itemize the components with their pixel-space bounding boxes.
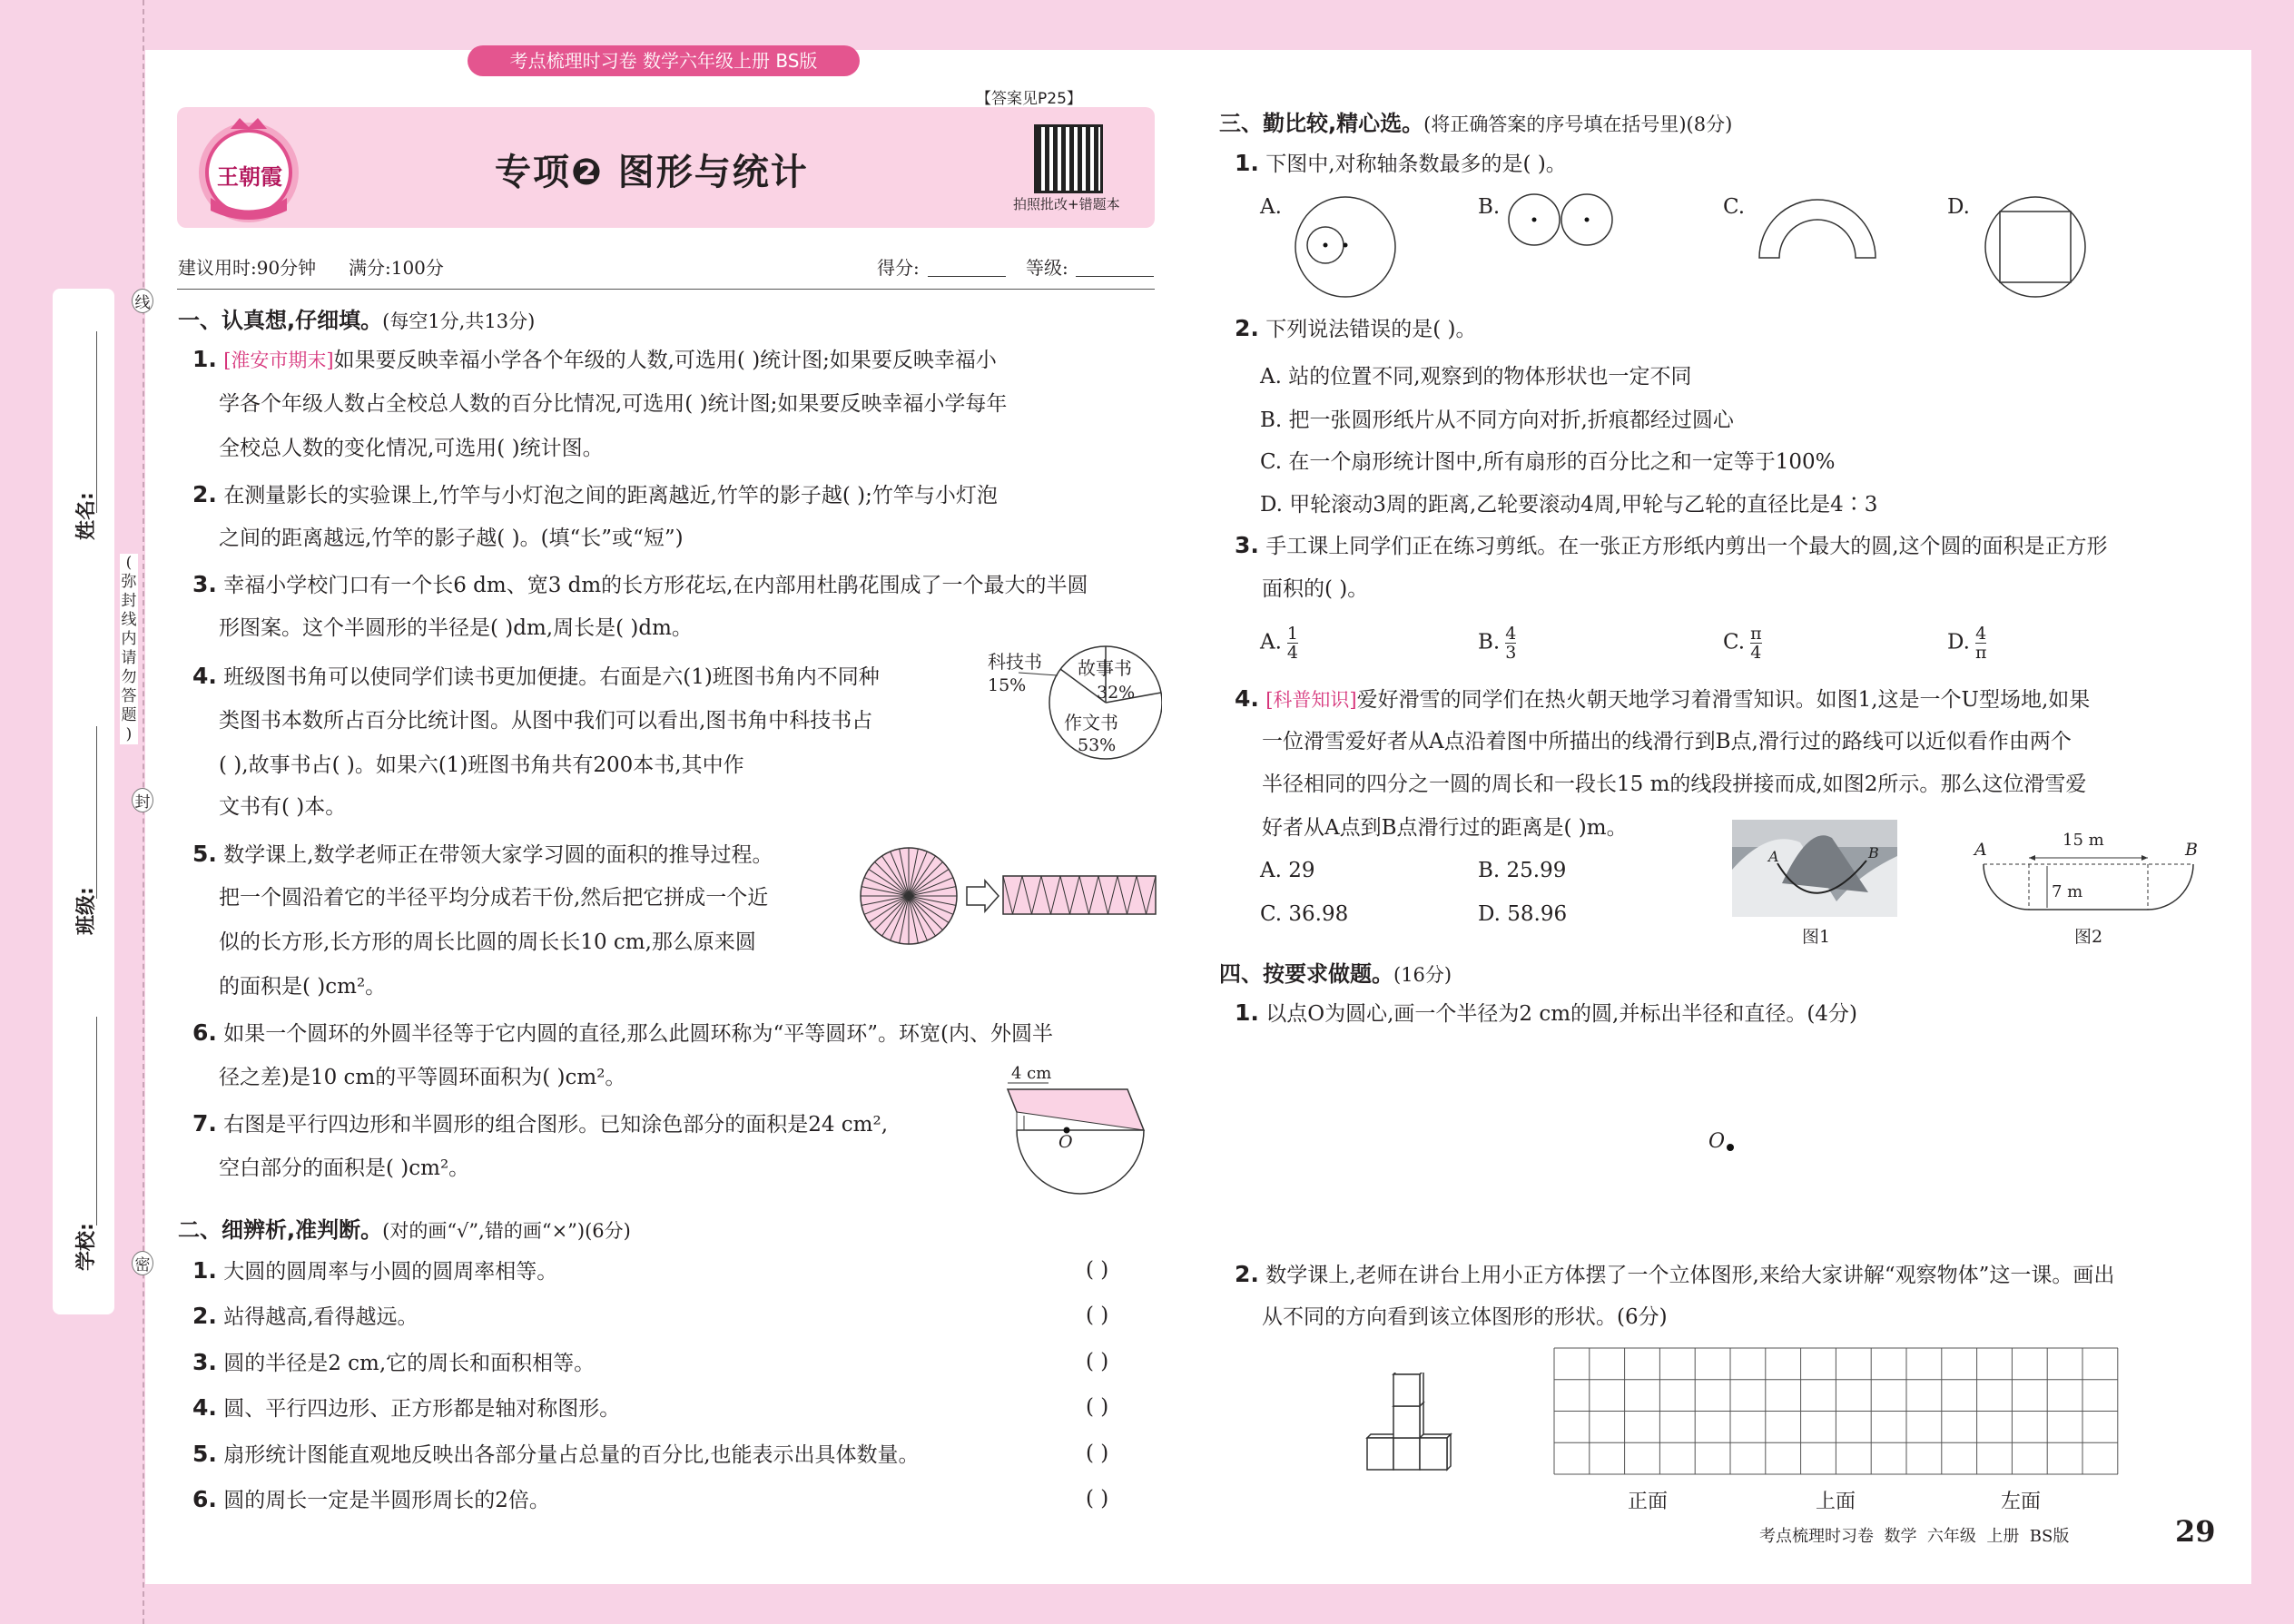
cube-solid-figure [1360, 1373, 1473, 1486]
s3-q4-line3: 半径相同的四分之一圆的周长和一段长15 m的线段拼接而成,如图2所示。那么这位滑雪爱 [1262, 773, 2087, 796]
pie-label-sci: 科技书 [988, 651, 1042, 673]
brand-logo [192, 109, 306, 225]
fig7-dim: 4 cm [1011, 1064, 1052, 1083]
s1-q3-line2: 形图案。这个半圆形的半径是( )dm,周长是( )dm。 [219, 616, 693, 640]
drawing-grid[interactable] [1553, 1347, 2119, 1475]
page-title: 专项❷ 图形与统计 [495, 152, 809, 193]
s1-q4-line4: 文书有( )本。 [219, 795, 347, 819]
time-info: 建议用时:90分钟 [178, 257, 317, 279]
s1-q5-line4: 的面积是( )cm²。 [219, 975, 387, 999]
s3-q2-opt-b[interactable]: B. 把一张圆形纸片从不同方向对折,折痕都经过圆心 [1260, 408, 1734, 432]
s2-item-2: 2. 站得越高,看得越远。 [192, 1303, 418, 1329]
s3-q2-opt-a[interactable]: A. 站的位置不同,观察到的物体形状也一定不同 [1260, 365, 1692, 389]
point-o-dot[interactable] [1727, 1144, 1734, 1151]
binding-strip [53, 289, 114, 1314]
section-1-title: 一、认真想,仔细填。(每空1分,共13分) [178, 308, 536, 333]
svg-text:B: B [1868, 844, 1879, 861]
s3-q4-opt-d[interactable]: D. 58.96 [1478, 902, 1568, 926]
s2-item-1: 1. 大圆的圆周率与小圆的圆周率相等。 [192, 1257, 558, 1284]
u-track-diagram [1979, 853, 2197, 926]
s1-q5-line1: 5. 数学课上,数学老师正在带领大家学习圆的面积的推导过程。 [192, 841, 773, 867]
answer-ref: 【答案见P25】 [976, 90, 1082, 108]
s3-q4-opt-a[interactable]: A. 29 [1260, 859, 1315, 882]
circle-sectors-figure [858, 846, 1157, 946]
s3-q4-line2: 一位滑雪爱好者从A点沿着图中所描出的线滑行到B点,滑行过的路线可以近似看作由两个 [1262, 730, 2072, 753]
view-top-label: 上面 [1816, 1491, 1856, 1513]
s3-q1-opt-b[interactable]: B. [1478, 195, 1501, 219]
s2-item-6: 6. 圆的周长一定是半圆形周长的2倍。 [192, 1486, 550, 1512]
s2-answer-1[interactable]: ( ) [1086, 1258, 1109, 1282]
s3-q1-opt-d[interactable]: D. [1947, 195, 1970, 219]
s1-q1-line3: 全校总人数的变化情况,可选用( )统计图。 [219, 437, 604, 460]
binding-name-label: 姓名: [75, 492, 98, 540]
s1-q4-line3: ( ),故事书占( )。如果六(1)班图书角共有200本书,其中作 [219, 753, 744, 777]
s2-answer-5[interactable]: ( ) [1086, 1442, 1109, 1465]
qr-caption: 拍照批改+错题本 [1013, 196, 1120, 212]
binding-class-label: 班级: [75, 887, 98, 935]
grade-label: 等级: [1026, 257, 1068, 279]
svg-text:A: A [1768, 848, 1779, 865]
s1-q6-line1: 6. 如果一个圆环的外圆半径等于它内圆的直径,那么此圆环称为“平等圆环”。环宽(内、外圆半 [192, 1019, 1054, 1046]
s2-item-3: 3. 圆的半径是2 cm,它的周长和面积相等。 [192, 1349, 596, 1375]
s4-q2-line1: 2. 数学课上,老师在讲台上用小正方体摆了一个立体图形,来给大家讲解“观察物体”这一课。画出 [1235, 1261, 2115, 1287]
s4-q2-line2: 从不同的方向看到该立体图形的形状。(6分) [1262, 1305, 1668, 1329]
pie-label-comp-pct: 53% [1078, 735, 1117, 755]
fig2-caption: 图2 [2074, 927, 2103, 947]
score-label: 得分: [877, 257, 920, 279]
binding-school-line [96, 1017, 97, 1225]
fig7-center: O [1058, 1132, 1073, 1152]
s1-q4-line1: 4. 班级图书角可以使同学们读书更加便捷。右面是六(1)班图书角内不同种 [192, 663, 880, 689]
s2-answer-6[interactable]: ( ) [1086, 1487, 1109, 1511]
page-number: 29 [2175, 1514, 2216, 1549]
s3-q3-line2: 面积的( )。 [1262, 577, 1369, 601]
s1-q7-line1: 7. 右图是平行四边形和半圆形的组合图形。已知涂色部分的面积是24 cm², [192, 1110, 889, 1137]
score-blank[interactable] [928, 276, 1006, 277]
s3-q1-opt-c[interactable]: C. [1723, 195, 1746, 219]
fig2-dim-15m: 15 m [2063, 831, 2104, 850]
s3-q4-line4: 好者从A点到B点滑行过的距离是( )m。 [1262, 816, 1628, 840]
s1-q5-line3: 似的长方形,长方形的周长比圆的周长长10 cm,那么原来圆 [219, 930, 756, 954]
binding-class-line [96, 726, 97, 899]
s1-q7-line2: 空白部分的面积是( )cm²。 [219, 1156, 470, 1180]
s3-q1-fig-b [1507, 192, 1616, 251]
s1-q4-line2: 类图书本数所占百分比统计图。从图中我们可以看出,图书角中科技书占 [219, 709, 873, 733]
s1-q6-line2: 径之差)是10 cm的平等圆环面积为( )cm²。 [219, 1066, 626, 1089]
s1-q1-line1: 1. [淮安市期末]如果要反映幸福小学各个年级的人数,可选用( )统计图;如果要反映幸福小 [192, 346, 997, 372]
info-rule [177, 289, 1155, 290]
view-front-label: 正面 [1628, 1491, 1669, 1513]
s3-q4-line1: 4. [科普知识]爱好滑雪的同学们在热火朝天地学习着滑雪知识。如图1,这是一个U型场地,如果 [1235, 685, 2091, 712]
s2-item-4: 4. 圆、平行四边形、正方形都是轴对称图形。 [192, 1394, 621, 1421]
binding-mark-line: 线 [132, 289, 153, 313]
binding-name-line [96, 331, 97, 513]
binding-mark-secret: 密 [132, 1251, 153, 1275]
s3-q1-fig-c [1757, 192, 1879, 261]
s3-q4-opt-b[interactable]: B. 25.99 [1478, 859, 1567, 882]
s2-answer-3[interactable]: ( ) [1086, 1350, 1109, 1373]
s3-q3-opt-b[interactable]: B. $\frac{4}{3}$ [1478, 624, 1517, 663]
s1-q3-line1: 3. 幸福小学校门口有一个长6 dm、宽3 dm的长方形花坛,在内部用杜鹃花围成了一个最大的半圆 [192, 571, 1088, 597]
binding-mark-seal: 封 [132, 788, 153, 812]
series-tab: 考点梳理时习卷 数学六年级上册 BS版 [468, 45, 860, 76]
s1-q1-line2: 学各个年级人数占全校总人数的百分比情况,可选用( )统计图;如果要反映幸福小学每年 [219, 392, 1008, 416]
s2-answer-4[interactable]: ( ) [1086, 1395, 1109, 1419]
point-o-label: O [1708, 1130, 1726, 1153]
grade-blank[interactable] [1076, 276, 1154, 277]
s1-q5-line2: 把一个圆沿着它的半径平均分成若干份,然后把它拼成一个近 [219, 886, 769, 910]
qr-code [1037, 127, 1100, 191]
s3-q2-opt-d[interactable]: D. 甲轮滚动3周的距离,乙轮要滚动4周,甲轮与乙轮的直径比是4∶3 [1260, 493, 1878, 517]
s2-answer-2[interactable]: ( ) [1086, 1304, 1109, 1327]
s3-q3-opt-a[interactable]: A. $\frac{1}{4}$ [1260, 624, 1299, 663]
full-score-info: 满分:100分 [349, 257, 444, 279]
s1-q2-line2: 之间的距离越远,竹竿的影子越( )。(填“长”或“短”) [219, 527, 684, 550]
s3-q1-opt-a[interactable]: A. [1260, 195, 1282, 219]
s3-q3-line1: 3. 手工课上同学们正在练习剪纸。在一张正方形纸内剪出一个最大的圆,这个圆的面积是正方形 [1235, 532, 2108, 558]
s3-q4-opt-c[interactable]: C. 36.98 [1260, 902, 1349, 926]
pie-label-comp: 作文书 [1064, 712, 1118, 733]
fig2-point-a: A [1974, 840, 1987, 860]
pie-label-story: 故事书 [1078, 657, 1132, 679]
view-left-label: 左面 [2001, 1491, 2042, 1513]
fig2-point-b: B [2185, 840, 2198, 860]
pie-label-story-pct: 32% [1097, 683, 1136, 703]
s1-q2-line1: 2. 在测量影长的实验课上,竹竿与小灯泡之间的距离越近,竹竿的影子越( );竹竿与小灯泡 [192, 481, 998, 507]
section-3-title: 三、勤比较,精心选。(将正确答案的序号填在括号里)(8分) [1219, 111, 1733, 136]
s2-item-5: 5. 扇形统计图能直观地反映出各部分量占总量的百分比,也能表示出具体数量。 [192, 1441, 920, 1467]
s3-q1-fig-d [1981, 192, 2090, 301]
footer-text: 考点梳理时习卷 数学 六年级 上册 BS版 [1759, 1527, 2070, 1546]
brand-logo-text: 王朝霞 [217, 163, 282, 190]
s3-q3-opt-d[interactable]: D. $\frac{4}{\pi}$ [1947, 624, 1987, 663]
s3-q2-opt-c[interactable]: C. 在一个扇形统计图中,所有扇形的百分比之和一定等于100% [1260, 450, 1836, 474]
section-2-title: 二、细辨析,准判断。(对的画“√”,错的画“×”)(6分) [178, 1217, 631, 1243]
section-4-title: 四、按要求做题。(16分) [1219, 961, 1452, 987]
binding-note: ( 弥 封 线 内 请 勿 答 题 ) [121, 554, 137, 743]
s3-q1-fig-a [1291, 192, 1400, 301]
binding-school-label: 学校: [75, 1223, 98, 1271]
fig2-dim-7m: 7 m [2052, 882, 2083, 901]
pie-label-sci-pct: 15% [988, 675, 1027, 695]
s3-q3-opt-c[interactable]: C. $\frac{\pi}{4}$ [1723, 624, 1762, 663]
fig1-caption: 图1 [1802, 927, 1831, 947]
s3-q1: 1. 下图中,对称轴条数最多的是( )。 [1235, 150, 1567, 176]
s3-q2: 2. 下列说法错误的是( )。 [1235, 315, 1477, 341]
s4-q1: 1. 以点O为圆心,画一个半径为2 cm的圆,并标出半径和直径。(4分) [1235, 999, 1857, 1026]
ski-photo-figure [1732, 820, 1897, 917]
